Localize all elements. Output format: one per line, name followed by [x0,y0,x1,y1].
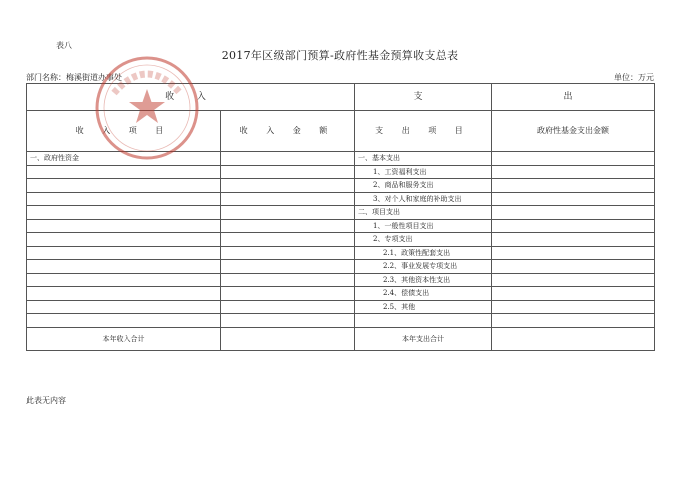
expense-amount [492,192,655,206]
expense-amount [492,273,655,287]
table-row [27,287,655,301]
table-row [27,192,655,206]
income-item [27,314,221,328]
table-row [27,314,655,328]
expense-item [355,314,492,328]
table-row [27,233,655,247]
income-amount [221,233,355,247]
income-amount [221,260,355,274]
income-amount [221,206,355,220]
income-item [27,260,221,274]
table-row [27,152,655,166]
income-item [27,287,221,301]
col-expense-item: 支 出 项 目 [355,111,492,152]
expense-item: 二、项目支出 [355,206,492,220]
income-amount [221,287,355,301]
expense-amount [492,152,655,166]
expense-item: 1、一般性项目支出 [355,219,492,233]
department-name: 部门名称：梅溪街道办事处 [26,73,122,82]
expense-amount [492,300,655,314]
income-item [27,206,221,220]
income-amount [221,273,355,287]
expense-item: 2.4、偿债支出 [355,287,492,301]
income-amount [221,152,355,166]
expense-item: 2.5、其他 [355,300,492,314]
income-item [27,246,221,260]
page-title: 2017年区级部门预算-政府性基金预算收支总表 [221,49,459,62]
expense-header-right: 出 [492,84,655,111]
expense-amount [492,219,655,233]
total-row [27,327,655,350]
table-header-row [27,84,655,111]
income-amount [221,192,355,206]
col-income-item: 收 入 项 目 [27,111,221,152]
expense-item: 2、专项支出 [355,233,492,247]
total-income-label: 本年收入合计 [27,327,221,350]
income-item [27,179,221,193]
column-header-row [27,111,655,152]
total-expense-amount [492,327,655,350]
income-item [27,233,221,247]
income-amount [221,314,355,328]
income-header: 收 入 [27,84,355,111]
income-item [27,165,221,179]
total-expense-label: 本年支出合计 [355,327,492,350]
table-row [27,300,655,314]
income-amount [221,179,355,193]
table-row [27,246,655,260]
col-expense-amount: 政府性基金支出金额 [492,111,655,152]
expense-item: 2.3、其他资本性支出 [355,273,492,287]
income-amount [221,246,355,260]
table-row [27,219,655,233]
table-row [27,273,655,287]
expense-amount [492,179,655,193]
unit-label: 单位：万元 [614,73,654,82]
expense-item: 1、工资福利支出 [355,165,492,179]
expense-item: 2.1、政策性配套支出 [355,246,492,260]
income-item [27,273,221,287]
expense-item: 2.2、事业发展专项支出 [355,260,492,274]
income-item [27,300,221,314]
col-income-amount: 收 入 金 额 [221,111,355,152]
footer-note: 此表无内容 [26,396,66,405]
expense-item: 一、基本支出 [355,152,492,166]
expense-amount [492,165,655,179]
income-amount [221,165,355,179]
income-item [27,219,221,233]
income-item [27,192,221,206]
expense-amount [492,260,655,274]
table-row [27,206,655,220]
income-amount [221,219,355,233]
expense-header-left: 支 [355,84,492,111]
expense-amount [492,246,655,260]
table-row [27,165,655,179]
expense-amount [492,287,655,301]
total-income-amount [221,327,355,350]
income-amount [221,300,355,314]
table-row [27,179,655,193]
expense-amount [492,206,655,220]
expense-item: 2、商品和服务支出 [355,179,492,193]
expense-amount [492,314,655,328]
budget-table [26,83,655,351]
expense-amount [492,233,655,247]
expense-item: 3、对个人和家庭的补助支出 [355,192,492,206]
table-row [27,260,655,274]
table-number-label: 表八 [56,41,72,50]
income-item: 一、政府性资金 [27,152,221,166]
